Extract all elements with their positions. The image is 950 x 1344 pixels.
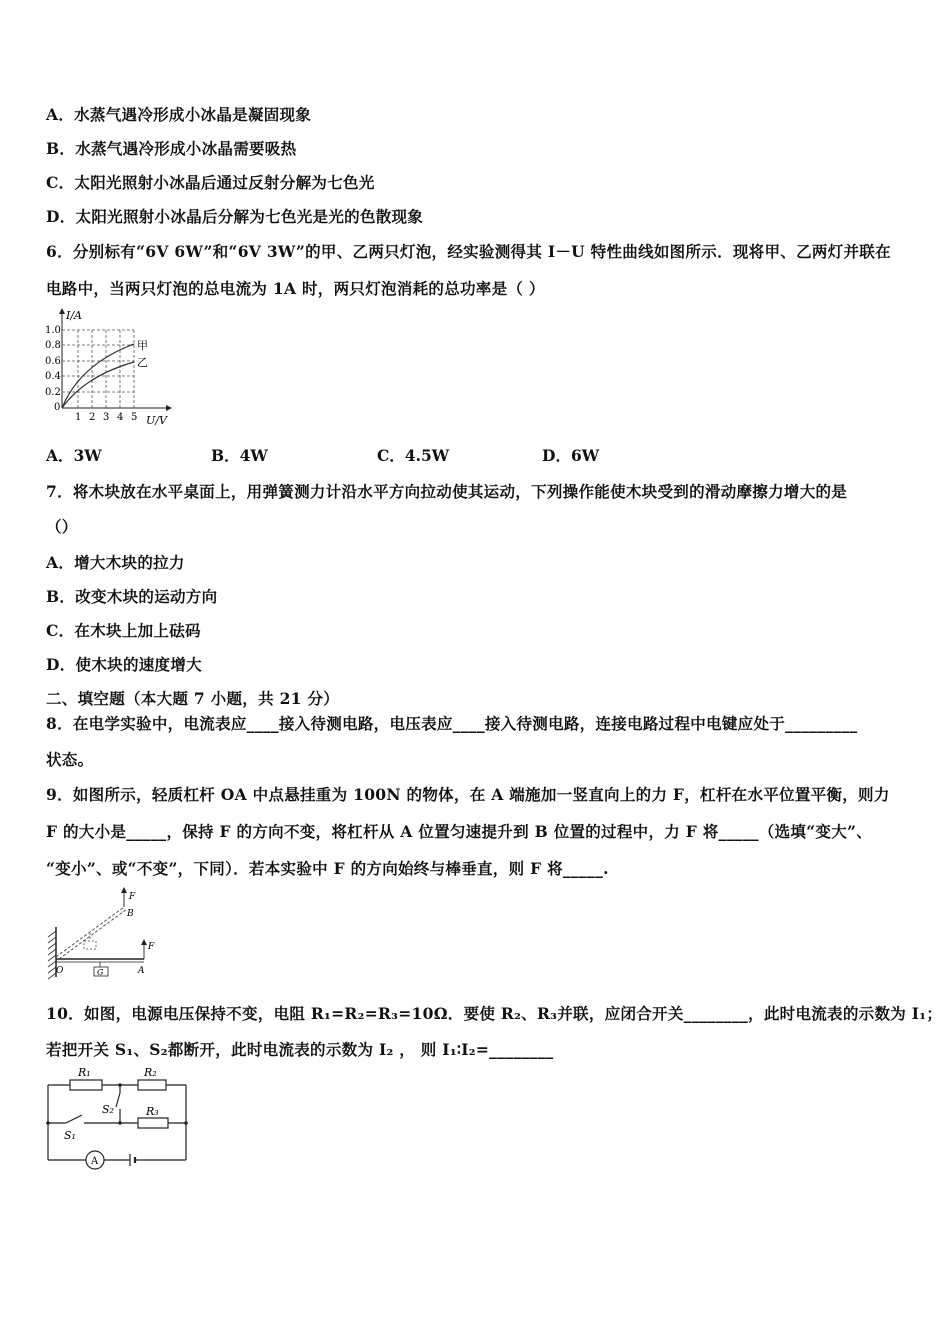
pivot-o-label: O	[56, 966, 64, 976]
y-axis-label: I/A	[66, 309, 82, 322]
q8-stem-line2: 状态。	[46, 750, 94, 769]
q7-option-a: A．增大木块的拉力	[46, 553, 185, 572]
q7-stem-line1: 7．将木块放在水平桌面上，用弹簧测力计沿水平方向拉动使其运动，下列操作能使木块受到的滑动摩擦力增大的是	[46, 482, 848, 501]
xtick: 4	[117, 412, 124, 423]
q6-option-d: D．6W	[542, 446, 600, 465]
q5-option-b: B．水蒸气遇冷形成小冰晶需要吸热	[46, 139, 297, 158]
curve-yi	[62, 362, 134, 408]
q7-option-b: B．改变木块的运动方向	[46, 587, 218, 606]
q10-stem-line1: 10．如图，电源电压保持不变，电阻 R₁=R₂=R₃=10Ω．要使 R₂、R₃并联，应闭合开关________，此时电流表的示数为 I₁；	[46, 1004, 943, 1023]
r3-label: R₃	[146, 1105, 159, 1118]
q5-option-d: D．太阳光照射小冰晶后分解为七色光是光的色散现象	[46, 207, 424, 226]
q7-option-c: C．在木块上加上砝码	[46, 621, 201, 640]
xtick: 5	[131, 412, 138, 423]
q9-stem-line2: F 的大小是_____，保持 F 的方向不变，将杠杆从 A 位置匀速提升到 B 位置的过程中，力 F 将_____（选填“变大”、	[46, 822, 873, 841]
q6-option-a: A．3W	[46, 446, 102, 465]
force-label-a: F	[148, 942, 155, 952]
force-label-b: F	[129, 892, 136, 902]
q8-stem-line1: 8．在电学实验中，电流表应____接入待测电路，电压表应____接入待测电路，连接电路过程中电键应处于_________	[46, 714, 858, 733]
s1-label: S₁	[64, 1129, 76, 1142]
point-a-label: A	[138, 966, 145, 976]
section-heading: 二、填空题（本大题 7 小题，共 21 分）	[46, 689, 340, 708]
ytick: 1.0	[45, 325, 61, 336]
xtick: 2	[89, 412, 96, 423]
q7-stem-line2: （）	[46, 517, 78, 536]
q6-iu-graph	[40, 304, 180, 430]
ytick: 0.8	[45, 340, 61, 351]
q7-option-d: D．使木块的速度增大	[46, 655, 202, 674]
xtick: 3	[103, 412, 110, 423]
point-b-label: B	[127, 909, 134, 919]
q9-stem-line3: “变小”、或“不变”，下同）．若本实验中 F 的方向始终与棒垂直，则 F 将_____.	[46, 859, 609, 878]
q10-stem-line2: 若把开关 S₁、S₂都断开，此时电流表的示数为 I₂ ， 则 I₁∶I₂=________	[46, 1040, 554, 1059]
curve-label-yi: 乙	[137, 356, 148, 369]
r2-label: R₂	[144, 1066, 157, 1079]
s2-label: S₂	[102, 1103, 114, 1116]
q5-option-a: A．水蒸气遇冷形成小冰晶是凝固现象	[46, 105, 312, 124]
ytick: 0.2	[45, 387, 61, 398]
x-axis-label: U/V	[146, 414, 167, 427]
curve-label-jia: 甲	[137, 339, 148, 352]
q9-lever-figure	[40, 885, 170, 980]
q6-stem-line1: 6．分别标有“6V 6W”和“6V 3W”的甲、乙两只灯泡，经实验测得其 I－U 特性曲线如图所示．现将甲、乙两灯并联在	[46, 242, 891, 261]
xtick: 1	[75, 412, 82, 423]
ytick: 0.6	[45, 356, 61, 367]
q5-option-c: C．太阳光照射小冰晶后通过反射分解为七色光	[46, 173, 375, 192]
origin-label: 0	[54, 402, 61, 413]
q6-stem-line2: 电路中，当两只灯泡的总电流为 1A 时，两只灯泡消耗的总功率是（ ）	[46, 279, 545, 298]
q10-circuit-diagram	[40, 1063, 190, 1173]
q6-option-b: B．4W	[211, 446, 268, 465]
ytick: 0.4	[45, 371, 61, 382]
r1-label: R₁	[78, 1066, 91, 1079]
q9-stem-line1: 9．如图所示，轻质杠杆 OA 中点悬挂重为 100N 的物体，在 A 端施加一竖直向上的力 F，杠杆在水平位置平衡，则力	[46, 785, 890, 804]
q6-option-c: C．4.5W	[377, 446, 450, 465]
ammeter-label: A	[91, 1156, 99, 1167]
weight-label: G	[97, 968, 104, 977]
